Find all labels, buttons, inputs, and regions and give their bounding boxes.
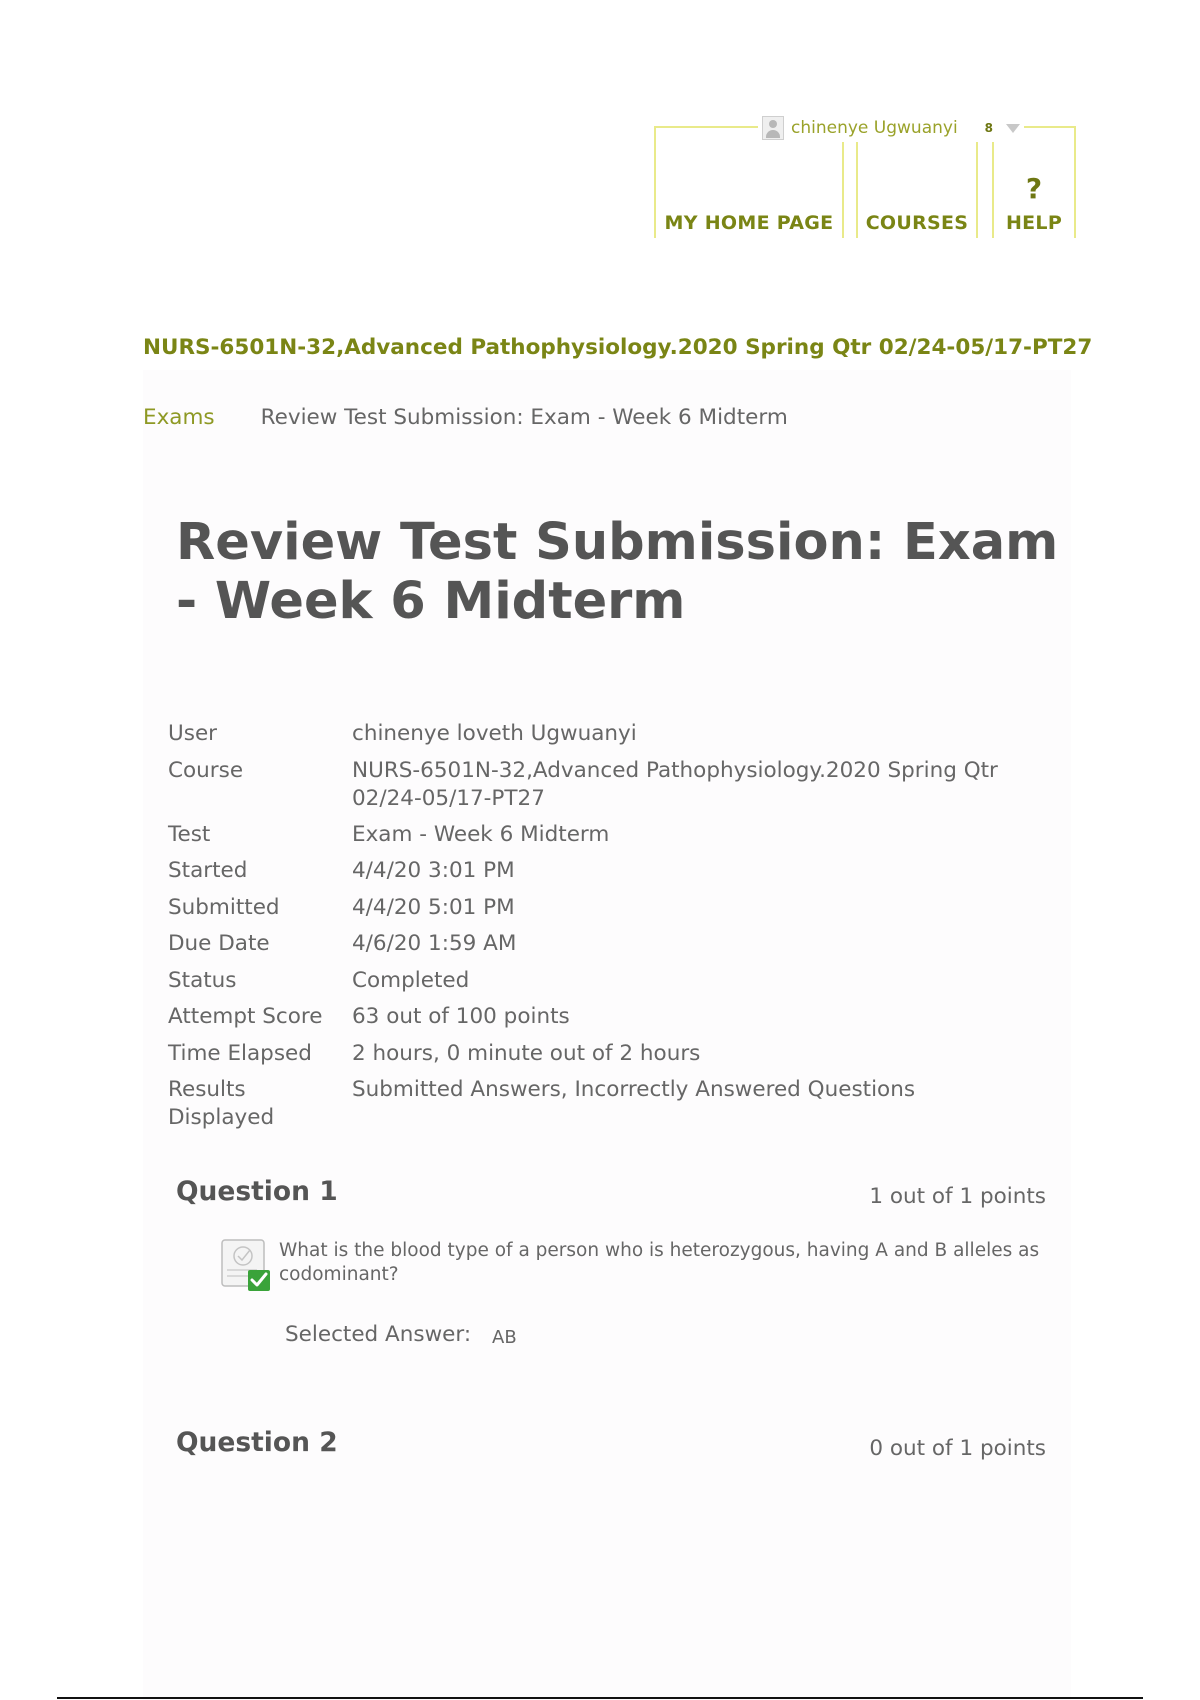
- selected-answer-label: Selected Answer:: [285, 1322, 472, 1347]
- page-title: Review Test Submission: Exam - Week 6 Midterm: [176, 513, 1059, 631]
- breadcrumb-current: Review Test Submission: Exam - Week 6 Midterm: [260, 405, 788, 430]
- nav-help-label: HELP: [1005, 212, 1063, 234]
- detail-label: User: [168, 721, 218, 746]
- detail-row-test: [168, 821, 1058, 858]
- detail-label: Course: [168, 757, 244, 783]
- detail-label: Results Displayed: [168, 1077, 275, 1130]
- detail-value: 63 out of 100 points: [352, 1004, 570, 1029]
- detail-value: 4/6/20 1:59 AM: [352, 931, 517, 956]
- detail-label: Started: [168, 858, 248, 883]
- nav-my-home-page-label: MY HOME PAGE: [664, 212, 834, 234]
- notification-badge[interactable]: 8: [984, 121, 994, 135]
- top-nav: [652, 126, 1077, 238]
- detail-label: Submitted: [168, 894, 280, 920]
- selected-answer-value: AB: [492, 1327, 517, 1348]
- page-divider: [57, 1697, 1143, 1699]
- detail-value: chinenye loveth Ugwuanyi: [352, 721, 637, 746]
- breadcrumb: [143, 405, 788, 430]
- question-2-title: Question 2: [176, 1427, 338, 1458]
- user-name[interactable]: chinenye Ugwuanyi: [791, 118, 958, 138]
- detail-value: Exam - Week 6 Midterm: [352, 821, 610, 847]
- breadcrumb-exams-link[interactable]: Exams: [143, 405, 215, 430]
- detail-row-time-elapsed: [168, 1040, 1058, 1077]
- detail-value: 4/4/20 5:01 PM: [352, 894, 515, 920]
- detail-value: 4/4/20 3:01 PM: [352, 858, 515, 883]
- question-mark-icon: ?: [1025, 172, 1043, 205]
- detail-value: 2 hours, 0 minute out of 2 hours: [352, 1040, 701, 1066]
- question-1-text: What is the blood type of a person who is heterozygous, having A and B alleles as codominant?: [279, 1240, 1040, 1285]
- avatar-icon: [762, 116, 784, 140]
- correct-answer-check-icon: [221, 1238, 271, 1292]
- detail-row-started: [168, 857, 1058, 894]
- course-title[interactable]: NURS-6501N-32,Advanced Pathophysiology.2020 Spring Qtr 02/24-05/17-PT27: [143, 335, 1093, 360]
- nav-courses-label: COURSES: [865, 212, 969, 234]
- nav-help[interactable]: [992, 126, 1076, 238]
- detail-row-status: [168, 967, 1058, 1004]
- detail-row-course: [168, 757, 1058, 821]
- nav-my-home-page[interactable]: [654, 126, 844, 238]
- detail-value: Submitted Answers, Incorrectly Answered Questions: [352, 1077, 916, 1102]
- detail-label: Due Date: [168, 931, 270, 956]
- question-2-points: 0 out of 1 points: [869, 1436, 1046, 1461]
- user-menu[interactable]: [758, 114, 1024, 142]
- detail-value: Completed: [352, 967, 470, 993]
- question-1-title: Question 1: [176, 1176, 338, 1207]
- detail-label: Attempt Score: [168, 1004, 323, 1029]
- detail-row-submitted: [168, 894, 1058, 931]
- detail-label: Test: [168, 821, 211, 847]
- detail-row-attempt-score: [168, 1003, 1058, 1040]
- detail-label: Status: [168, 967, 237, 993]
- nav-courses[interactable]: [856, 126, 978, 238]
- question-1-points: 1 out of 1 points: [869, 1184, 1046, 1209]
- submission-details-table: [168, 720, 1058, 1140]
- detail-label: Time Elapsed: [168, 1040, 312, 1066]
- chevron-down-icon[interactable]: [1006, 124, 1020, 133]
- detail-row-results-displayed: [168, 1076, 1058, 1140]
- detail-row-due-date: [168, 930, 1058, 967]
- detail-row-user: [168, 720, 1058, 757]
- detail-value: NURS-6501N-32,Advanced Pathophysiology.2020 Spring Qtr 02/24-05/17-PT27: [352, 757, 998, 811]
